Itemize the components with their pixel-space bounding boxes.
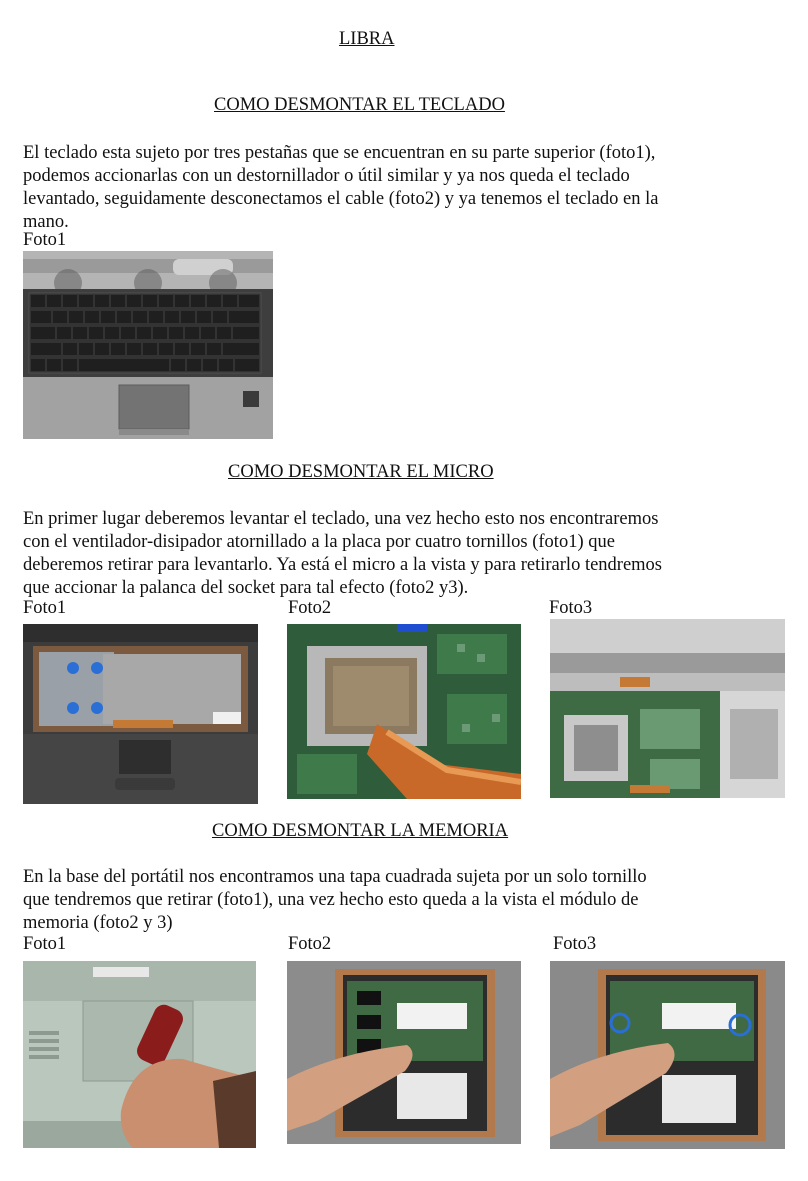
section-heading-memoria: COMO DESMONTAR LA MEMORIA [212, 821, 509, 841]
section-text-memoria [23, 866, 793, 935]
text-line: deberemos retirar para levantarlo. Ya está el micro a la vista y para retirarlo tendremos [23, 555, 663, 575]
photo-memory-module [287, 961, 521, 1144]
section-text-micro [23, 508, 793, 600]
text-line: con el ventilador-disipador atornillado a la placa por cuatro tornillos (foto1) que [23, 532, 615, 552]
photo-laptop-keyboard [23, 251, 273, 439]
photo-memory-clips [550, 961, 785, 1149]
text-line: En la base del portátil nos encontramos una tapa cuadrada sujeta por un solo tornillo [23, 867, 647, 887]
photo-label-teclado-foto1: Foto1 [23, 230, 67, 250]
photo-cpu-socket [287, 624, 521, 799]
text-line: mano. [23, 212, 69, 232]
text-line: podemos accionarlas con un destornillador o útil similar y ya nos queda el teclado [23, 166, 630, 186]
photo-socket-lever [550, 619, 785, 798]
text-line: En primer lugar deberemos levantar el teclado, una vez hecho esto nos encontraremos [23, 509, 659, 529]
photo-label-micro-foto1: Foto1 [23, 598, 67, 618]
text-line: levantado, seguidamente desconectamos el cable (foto2) y ya tenemos el teclado en la [23, 189, 659, 209]
photo-label-memoria-foto1: Foto1 [23, 934, 67, 954]
photo-heatsink-screws [23, 624, 258, 804]
text-line: que tendremos que retirar (foto1), una vez hecho esto queda a la vista el módulo de [23, 890, 639, 910]
photo-label-memoria-foto3: Foto3 [553, 934, 597, 954]
text-line: memoria (foto2 y 3) [23, 913, 173, 933]
document-title: LIBRA [339, 29, 395, 49]
section-text-teclado [23, 142, 793, 234]
photo-label-micro-foto2: Foto2 [288, 598, 332, 618]
photo-label-micro-foto3: Foto3 [549, 598, 593, 618]
text-line: El teclado esta sujeto por tres pestañas que se encuentran en su parte superior (foto1), [23, 143, 656, 163]
photo-base-screwdriver [23, 961, 256, 1148]
section-heading-teclado: COMO DESMONTAR EL TECLADO [214, 95, 505, 115]
section-heading-micro: COMO DESMONTAR EL MICRO [228, 462, 494, 482]
text-line: que accionar la palanca del socket para tal efecto (foto2 y3). [23, 578, 469, 598]
photo-label-memoria-foto2: Foto2 [288, 934, 332, 954]
